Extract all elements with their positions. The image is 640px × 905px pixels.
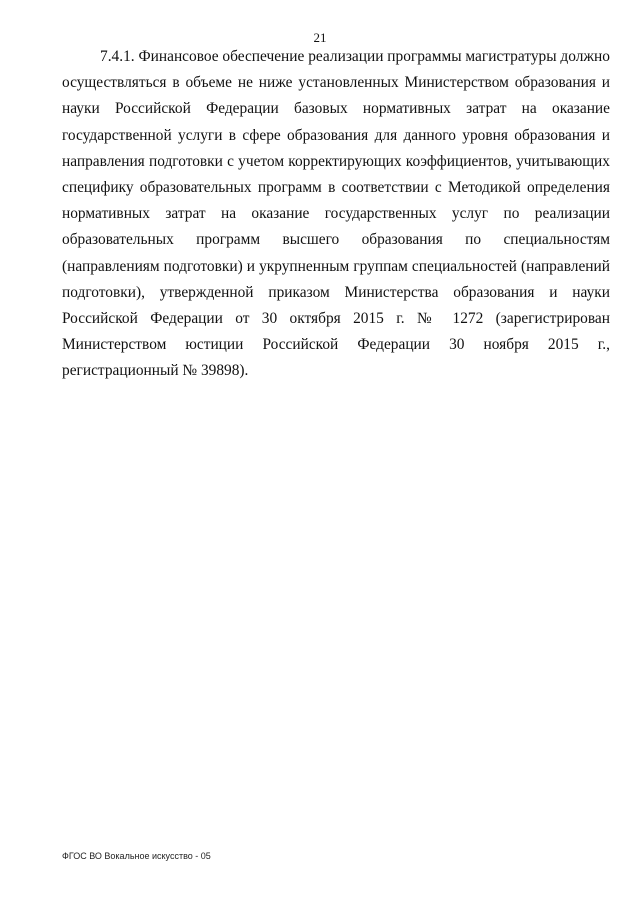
page-footer: ФГОС ВО Вокальное искусство - 05 bbox=[62, 851, 211, 861]
page-number: 21 bbox=[313, 30, 327, 45]
body-paragraph: 7.4.1. Финансовое обеспечение реализации программы магистратуры должно осуществляться в объеме не ниже установленных Министерством образования и науки Российской Федерации базовых нормативных затрат на оказание государственной услуги в сфере образования для данного уровня образования и направления подготовки с учетом корректирующих коэффициентов, учитывающих специфику образовательных программ в соответствии с Методикой определения нормативных затрат на оказание государственных услуг по реализации образовательных программ высшего образования по специальностям (направлениям подготовки) и укрупненным группам специальностей (направлений подготовки), утвержденной приказом Министерства образования и науки Российской Федерации от 30 октября 2015 г. № 1272 (зарегистрирован Министерством юстиции Российской Федерации 30 ноября 2015 г., регистрационный № 39898). bbox=[62, 48, 610, 380]
